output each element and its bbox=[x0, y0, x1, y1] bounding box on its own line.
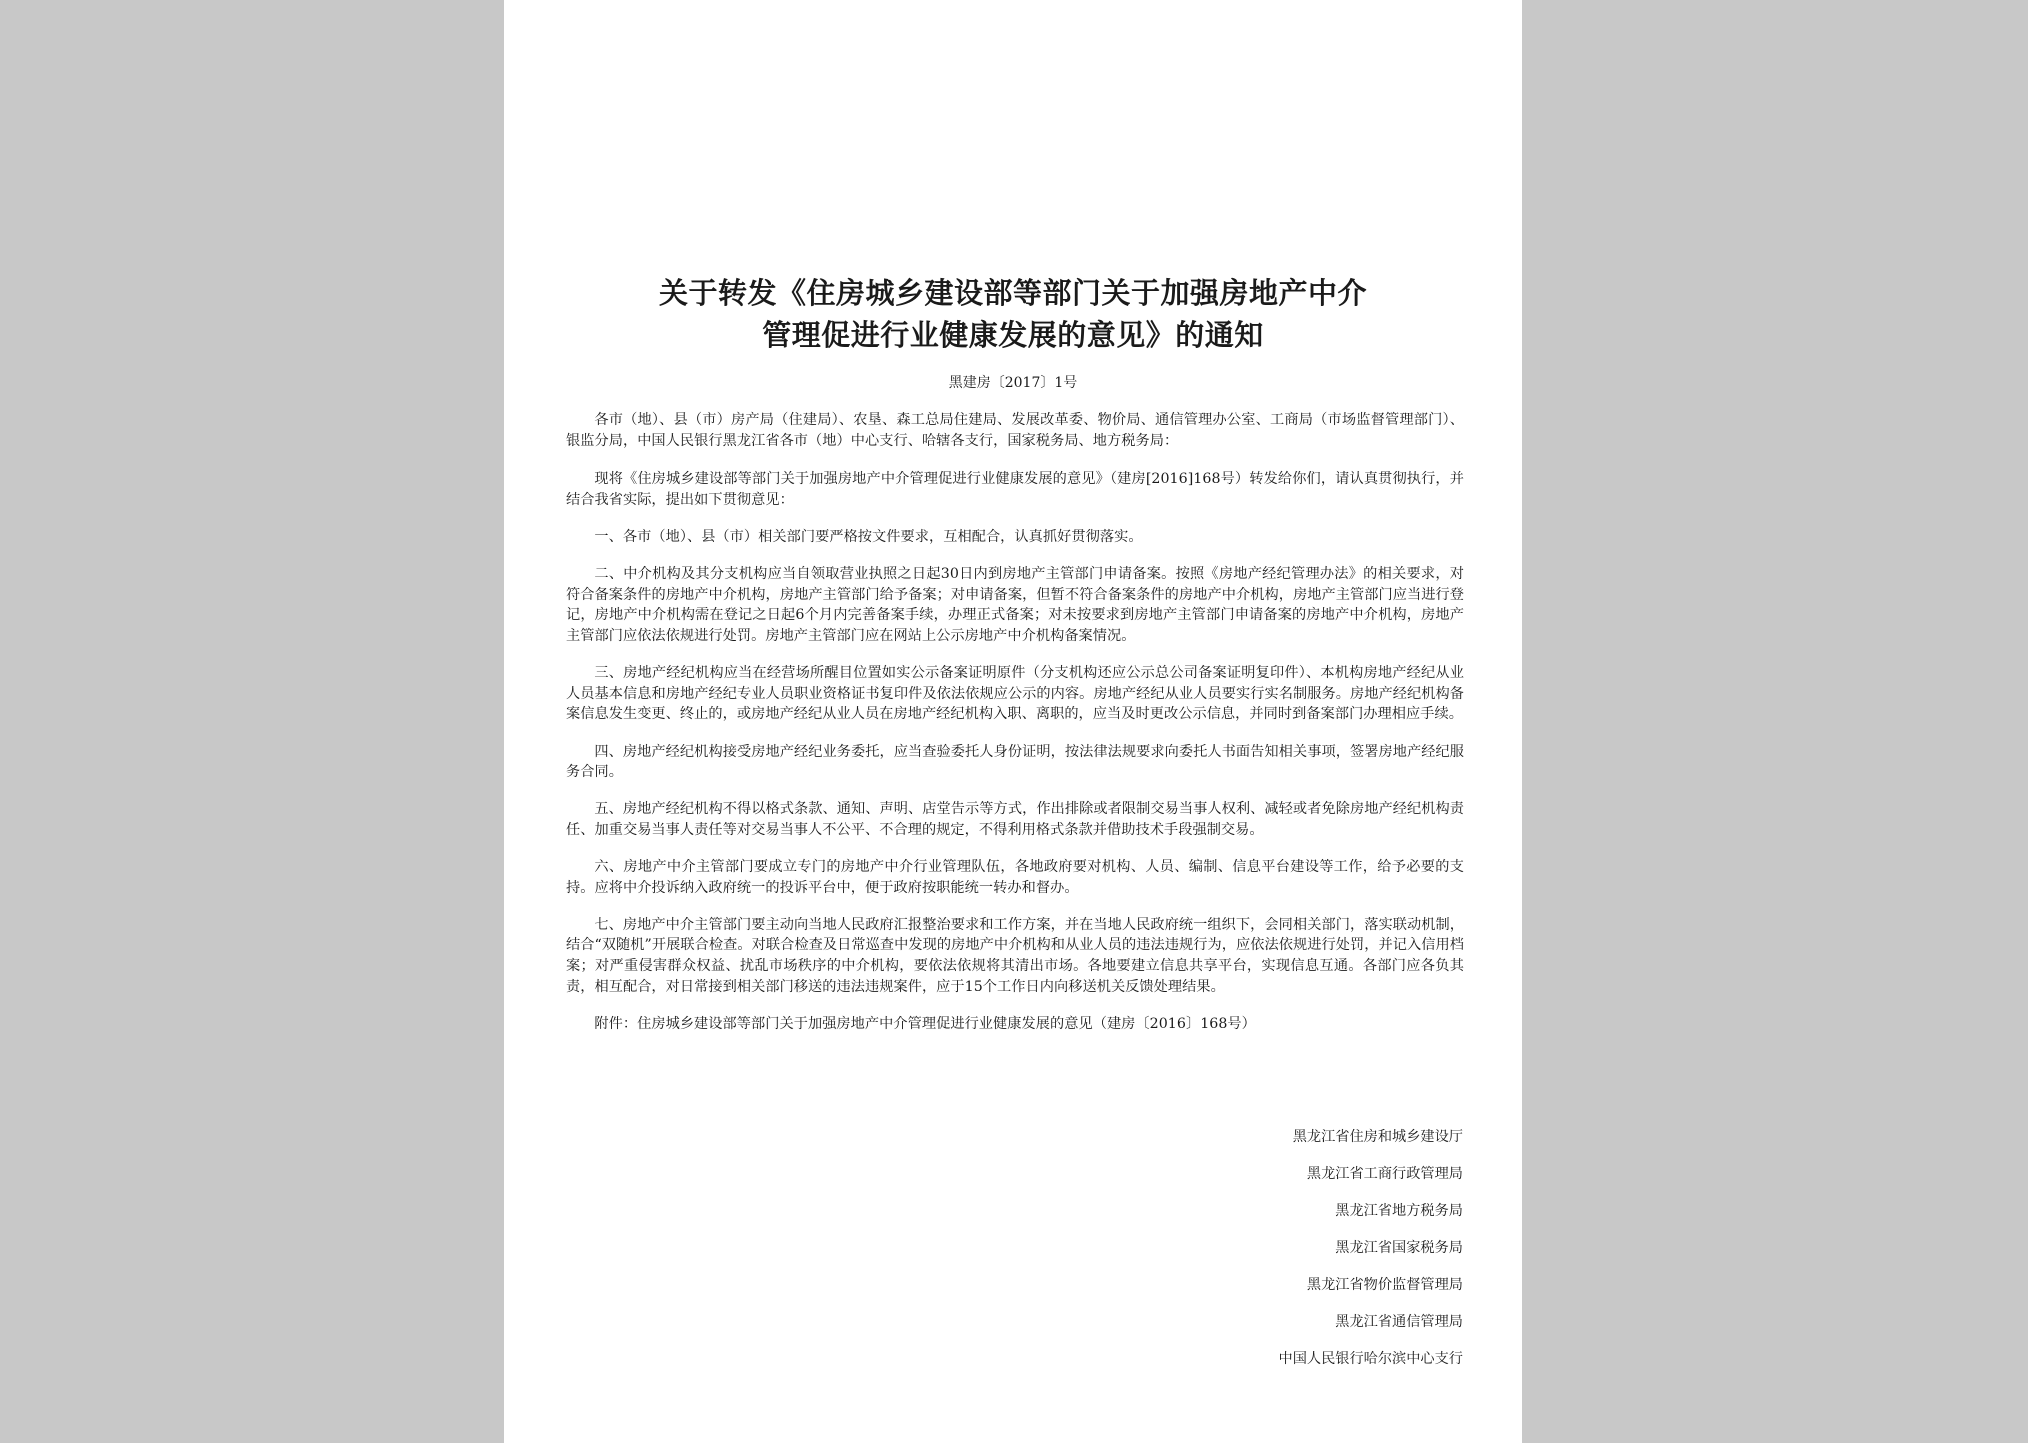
paragraph-3: 三、房地产经纪机构应当在经营场所醒目位置如实公示备案证明原件（分支机构还应公示总公司备案证明复印件）、本机构房地产经纪从业人员基本信息和房地产经纪专业人员职业资格证书复印件及依法依规应公示的内容。房地产经纪从业人员要实行实名制服务。房地产经纪机构备案信息发生变更、终止的，或房地产经纪从业人员在房地产经纪机构入职、离职的，应当及时更改公示信息，并同时到备案部门办理相应手续。 bbox=[566, 665, 1464, 723]
document-title-line-1: 关于转发《住房城乡建设部等部门关于加强房地产中介 bbox=[658, 276, 1367, 310]
signatory: 黑龙江省住房和城乡建设厅 bbox=[1292, 1129, 1463, 1145]
document-body bbox=[566, 410, 1464, 1051]
signatory: 黑龙江省国家税务局 bbox=[1335, 1240, 1463, 1256]
signatory-list bbox=[1279, 1127, 1463, 1386]
addressee-paragraph: 各市（地）、县（市）房产局（住建局）、农垦、森工总局住建局、发展改革委、物价局、通信管理办公室、工商局（市场监督管理部门）、银监分局，中国人民银行黑龙江省各市（地）中心支行、哈辖各支行，国家税务局、地方税务局： bbox=[566, 412, 1464, 449]
signatory: 黑龙江省通信管理局 bbox=[1335, 1314, 1463, 1330]
attachment-line: 附件：住房城乡建设部等部门关于加强房地产中介管理促进行业健康发展的意见（建房〔2016〕168号） bbox=[594, 1015, 1256, 1032]
paragraph-1: 一、各市（地）、县（市）相关部门要严格按文件要求，互相配合，认真抓好贯彻落实。 bbox=[594, 528, 1143, 545]
signatory: 中国人民银行哈尔滨中心支行 bbox=[1278, 1351, 1463, 1367]
paragraph-7: 七、房地产中介主管部门要主动向当地人民政府汇报整治要求和工作方案，并在当地人民政府统一组织下，会同相关部门，落实联动机制，结合“双随机”开展联合检查。对联合检查及日常巡查中发现的房地产中介机构和从业人员的违法违规行为，应依法依规进行处罚，并记入信用档案；对严重侵害群众权益、扰乱市场秩序的中介机构，要依法依规将其清出市场。各地要建立信息共享平台，实现信息互通。各部门应各负其责，相互配合，对日常接到相关部门移送的违法违规案件，应于15个工作日内向移送机关反馈处理结果。 bbox=[566, 916, 1464, 995]
paragraph-5: 五、房地产经纪机构不得以格式条款、通知、声明、店堂告示等方式，作出排除或者限制交易当事人权利、减轻或者免除房地产经纪机构责任、加重交易当事人责任等对交易当事人不公平、不合理的规定，不得利用格式条款并借助技术手段强制交易。 bbox=[566, 801, 1464, 838]
signatory: 黑龙江省地方税务局 bbox=[1335, 1203, 1463, 1219]
signatory: 黑龙江省工商行政管理局 bbox=[1306, 1166, 1463, 1182]
document-page bbox=[504, 0, 1522, 1443]
paragraph-4: 四、房地产经纪机构接受房地产经纪业务委托，应当查验委托人身份证明，按法律法规要求向委托人书面告知相关事项，签署房地产经纪服务合同。 bbox=[566, 743, 1464, 781]
paragraph-6: 六、房地产中介主管部门要成立专门的房地产中介行业管理队伍，各地政府要对机构、人员、编制、信息平台建设等工作，给予必要的支持。应将中介投诉纳入政府统一的投诉平台中，便于政府按职能统一转办和督办。 bbox=[566, 859, 1464, 896]
document-number: 黑建房〔2017〕1号 bbox=[948, 375, 1078, 391]
signatory: 黑龙江省物价监督管理局 bbox=[1306, 1277, 1463, 1293]
paragraph-2: 二、中介机构及其分支机构应当自领取营业执照之日起30日内到房地产主管部门申请备案。按照《房地产经纪管理办法》的相关要求，对符合备案条件的房地产中介机构，房地产主管部门给予备案；对申请备案，但暂不符合备案条件的房地产中介机构，房地产主管部门应当进行登记，房地产中介机构需在登记之日起6个月内完善备案手续，办理正式备案；对未按要求到房地产主管部门申请备案的房地产中介机构，房地产主管部门应依法依规进行处罚。房地产主管部门应在网站上公示房地产中介机构备案情况。 bbox=[566, 566, 1464, 644]
document-title-line-2: 管理促进行业健康发展的意见》的通知 bbox=[762, 318, 1264, 352]
paragraph-intro: 现将《住房城乡建设部等部门关于加强房地产中介管理促进行业健康发展的意见》（建房[2016]168号）转发给你们，请认真贯彻执行，并结合我省实际，提出如下贯彻意见： bbox=[566, 471, 1464, 508]
